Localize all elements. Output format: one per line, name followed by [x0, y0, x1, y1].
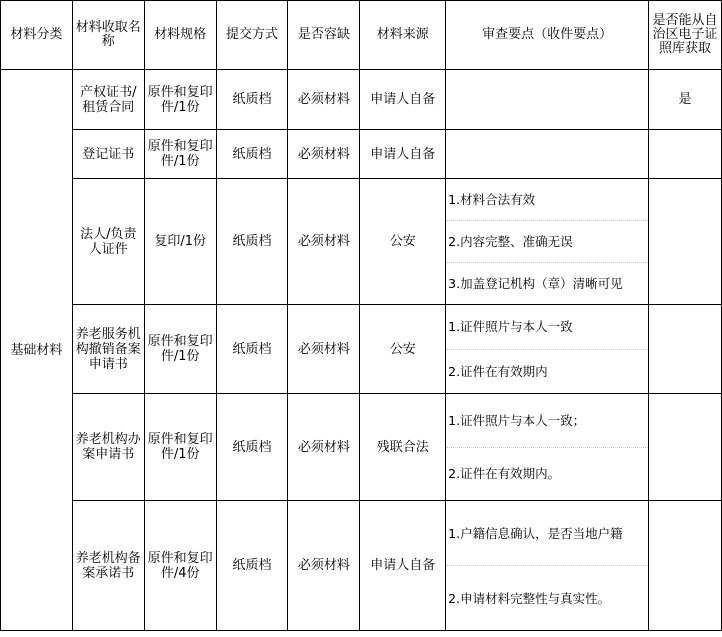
review-point-item: 2.内容完整、准确无误 — [446, 220, 648, 262]
spec-cell: 原件和复印件/4份 — [144, 501, 216, 631]
ecert-cell — [649, 501, 722, 631]
review-point-item: 3.加盖登记机构（章）清晰可见 — [446, 262, 648, 304]
spec-cell: 原件和复印件/1份 — [144, 394, 216, 501]
source-cell: 申请人自备 — [360, 70, 446, 130]
header-material-name: 材料收取名称 — [72, 1, 144, 70]
review-point-item: 1.材料合法有效 — [448, 192, 536, 207]
required-cell: 必须材料 — [288, 305, 360, 394]
review-points-cell — [446, 70, 649, 130]
ecert-cell — [649, 179, 722, 305]
header-source: 材料来源 — [360, 1, 446, 70]
required-cell: 必须材料 — [288, 70, 360, 130]
material-name-cell: 养老服务机构撤销备案申请书 — [72, 305, 144, 394]
review-points-cell — [446, 305, 649, 394]
submit-method-cell: 纸质档 — [216, 179, 288, 305]
ecert-cell — [649, 394, 722, 501]
header-row — [1, 1, 722, 70]
source-cell: 残联合法 — [360, 394, 446, 501]
ecert-cell — [649, 130, 722, 179]
spec-cell: 原件和复印件/1份 — [144, 305, 216, 394]
header-required: 是否容缺 — [288, 1, 360, 70]
header-spec: 材料规格 — [144, 1, 216, 70]
source-cell: 申请人自备 — [360, 130, 446, 179]
review-points-list — [446, 179, 648, 304]
submit-method-cell: 纸质档 — [216, 130, 288, 179]
header-category: 材料分类 — [1, 1, 73, 70]
required-cell: 必须材料 — [288, 179, 360, 305]
material-name-cell: 养老机构办案申请书 — [72, 394, 144, 501]
category-cell: 基础材料 — [1, 70, 73, 631]
ecert-cell: 是 — [649, 70, 722, 130]
table-row — [1, 394, 722, 501]
spec-cell: 复印/1份 — [144, 179, 216, 305]
source-cell: 公安 — [360, 179, 446, 305]
review-points-cell — [446, 179, 649, 305]
submit-method-cell: 纸质档 — [216, 394, 288, 501]
review-points-cell — [446, 394, 649, 501]
review-point-item: 2.证件在有效期内 — [446, 349, 648, 394]
ecert-cell — [649, 305, 722, 394]
table-row — [1, 305, 722, 394]
review-point-item: 2.证件在有效期内。 — [446, 447, 648, 501]
material-name-cell: 法人/负责人证件 — [72, 179, 144, 305]
header-submit-method: 提交方式 — [216, 1, 288, 70]
table-row — [1, 70, 722, 130]
review-point-item: 2.申请材料完整性与真实性。 — [446, 565, 648, 630]
table-row — [1, 179, 722, 305]
header-ecert-available: 是否能从自治区电子证照库获取 — [649, 1, 722, 70]
review-point-item: 1.证件照片与本人一致； — [448, 412, 586, 428]
material-name-cell: 登记证书 — [72, 130, 144, 179]
review-points-list — [446, 501, 648, 630]
review-points-cell — [446, 130, 649, 179]
required-cell: 必须材料 — [288, 501, 360, 631]
review-points-list — [446, 305, 648, 393]
submit-method-cell: 纸质档 — [216, 70, 288, 130]
submit-method-cell: 纸质档 — [216, 501, 288, 631]
review-points-cell — [446, 501, 649, 631]
review-point-item: 1.证件照片与本人一致 — [448, 319, 573, 335]
source-cell: 申请人自备 — [360, 501, 446, 631]
source-cell: 公安 — [360, 305, 446, 394]
required-cell: 必须材料 — [288, 394, 360, 501]
table-row — [1, 130, 722, 179]
spec-cell: 原件和复印件/1份 — [144, 70, 216, 130]
review-point-item: 1.户籍信息确认，是否当地户籍 — [448, 525, 623, 541]
table-row — [1, 501, 722, 631]
required-cell: 必须材料 — [288, 130, 360, 179]
review-points-list — [446, 394, 648, 500]
spec-cell: 原件和复印件/1份 — [144, 130, 216, 179]
material-name-cell: 养老机构备案承诺书 — [72, 501, 144, 631]
material-name-cell: 产权证书/租赁合同 — [72, 70, 144, 130]
header-review-points: 审查要点（收件要点） — [446, 1, 649, 70]
submit-method-cell: 纸质档 — [216, 305, 288, 394]
